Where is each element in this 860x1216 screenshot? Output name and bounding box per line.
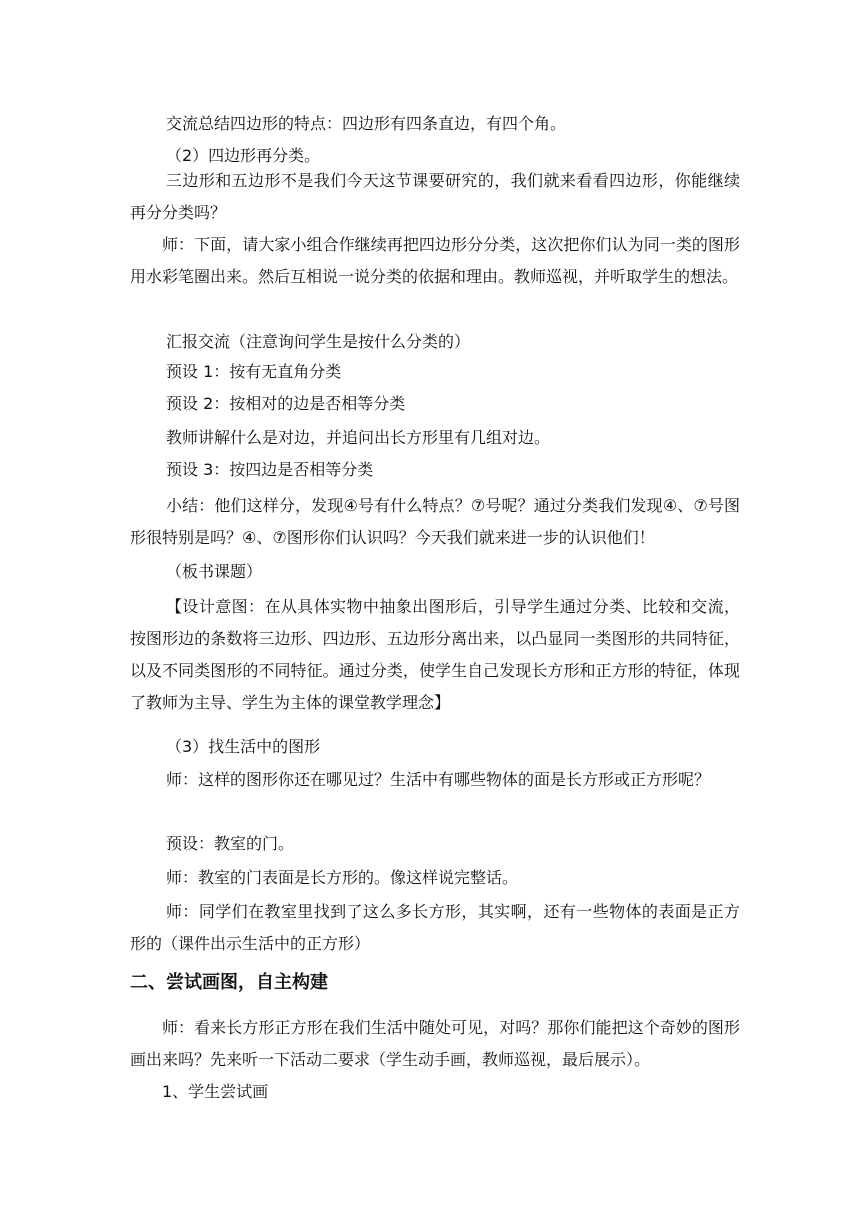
paragraph-design-intent: 【设计意图：在从具体实物中抽象出图形后，引导学生通过分类、比较和交流，按图形边的条数将三边形、四边形、五边形分离出来，以凸显同一类图形的共同特征，以及不同类图形的不同特征。通过分类，使学生自己发现长方形和正方形的特征，体现了教师为主导、学生为主体的课堂教学理念】 (130, 597, 740, 712)
paragraph-where-seen: 师：这样的图形你还在哪见过？生活中有哪些物体的面是长方形或正方形呢？ (166, 770, 711, 789)
paragraph-draw-activity: 师：看来长方形正方形在我们生活中随处可见，对吗？那你们能把这个奇妙的图形画出来吗？先来听一下活动二要求（学生动手画，教师巡视，最后展示）。 (130, 1018, 740, 1069)
paragraph-door-surface: 师：教室的门表面是长方形的。像这样说完整话。 (166, 868, 519, 887)
paragraph-squares-in-life: 师：同学们在教室里找到了这么多长方形，其实啊，还有一些物体的表面是正方形的（课件出示生活中的正方形） (130, 902, 740, 953)
paragraph-opposite-sides: 教师讲解什么是对边，并追问出长方形里有几组对边。 (166, 428, 551, 447)
paragraph-preset-3: 预设 3：按四边是否相等分类 (166, 460, 374, 479)
paragraph-board-title: （板书课题） (166, 562, 263, 581)
paragraph-preset-1: 预设 1：按有无直角分类 (166, 362, 342, 381)
paragraph-summary: 小结：他们这样分，发现④号有什么特点？⑦号呢？通过分类我们发现④、⑦号图形很特别是吗？④、⑦图形你们认识吗？今天我们就来进一步的认识他们！ (130, 496, 740, 547)
paragraph-group-work: 师：下面，请大家小组合作继续再把四边形分分类，这次把你们认为同一类的图形用水彩笔圈出来。然后互相说一说分类的依据和理由。教师巡视，并听取学生的想法。 (130, 235, 740, 286)
paragraph-quad-summary: 交流总结四边形的特点：四边形有四条直边，有四个角。 (166, 114, 567, 133)
section-heading: 二、尝试画图，自主构建 (130, 972, 328, 993)
paragraph-student-try: 1、学生尝试画 (162, 1082, 269, 1101)
paragraph-find-shapes-title: （3）找生活中的图形 (166, 737, 321, 756)
paragraph-preset-2: 预设 2：按相对的边是否相等分类 (166, 394, 406, 413)
paragraph-report: 汇报交流（注意询问学生是按什么分类的） (166, 332, 471, 351)
paragraph-reclassify-title: （2）四边形再分类。 (166, 146, 321, 165)
paragraph-reclassify-question: 三边形和五边形不是我们今天这节课要研究的，我们就来看看四边形，你能继续再分分类吗？ (130, 171, 740, 222)
paragraph-preset-door: 预设：教室的门。 (166, 834, 295, 853)
